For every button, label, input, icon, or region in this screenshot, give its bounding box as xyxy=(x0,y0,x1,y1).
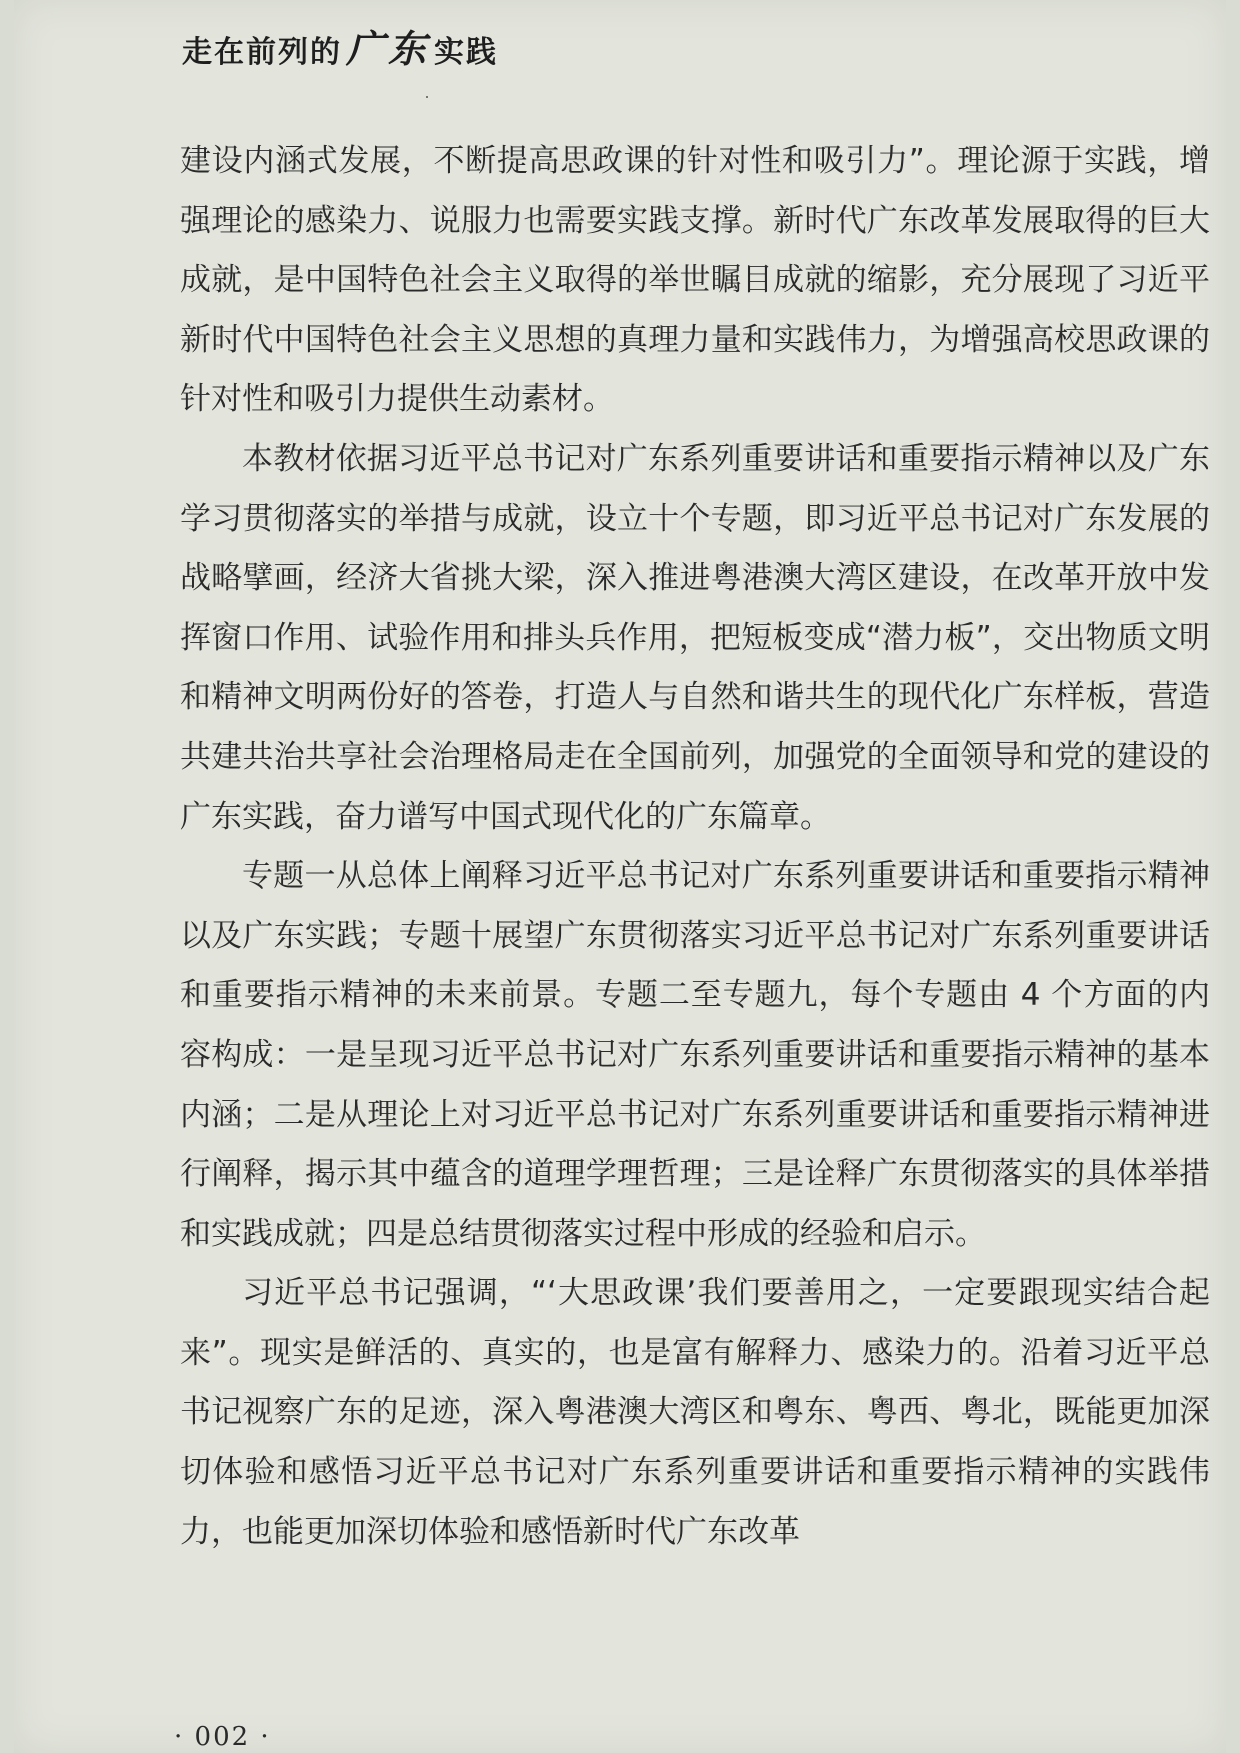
book-page xyxy=(14,0,1226,1753)
print-speck xyxy=(426,96,428,98)
body-text xyxy=(180,132,1210,1562)
paragraph-1: 建设内涵式发展，不断提高思政课的针对性和吸引力”。理论源于实践，增强理论的感染力、说服力也需要实践支撑。新时代广东改革发展取得的巨大成就，是中国特色社会主义取得的举世瞩目成就的缩影，充分展现了习近平新时代中国特色社会主义思想的真理力量和实践伟力，为增强高校思政课的针对性和吸引力提供生动素材。 xyxy=(180,143,1210,418)
page-number: · 002 · xyxy=(174,1722,271,1752)
paragraph-2: 本教材依据习近平总书记对广东系列重要讲话和重要指示精神以及广东学习贯彻落实的举措与成就，设立十个专题，即习近平总书记对广东发展的战略擘画，经济大省挑大梁，深入推进粤港澳大湾区建设，在改革开放中发挥窗口作用、试验作用和排头兵作用，把短板变成“潜力板”，交出物质文明和精神文明两份好的答卷，打造人与自然和谐共生的现代化广东样板，营造共建共治共享社会治理格局走在全国前列，加强党的全面领导和党的建设的广东实践，奋力谱写中国式现代化的广东篇章。 xyxy=(180,440,1210,835)
running-header-prefix: 走在前列的 xyxy=(182,35,342,70)
running-header-suffix: 实践 xyxy=(434,35,499,70)
running-header xyxy=(182,18,498,73)
paragraph-4: 习近平总书记强调，“‘大思政课’我们要善用之，一定要跟现实结合起来”。现实是鲜活的、真实的，也是富有解释力、感染力的。沿着习近平总书记视察广东的足迹，深入粤港澳大湾区和粤东、粤西、粤北，既能更加深切体验和感悟习近平总书记对广东系列重要讲话和重要指示精神的实践伟力，也能更加深切体验和感悟新时代广东改革 xyxy=(180,1275,1210,1550)
paragraph-3: 专题一从总体上阐释习近平总书记对广东系列重要讲话和重要指示精神以及广东实践；专题十展望广东贯彻落实习近平总书记对广东系列重要讲话和重要指示精神的未来前景。专题二至专题九，每个专题由 4 个方面的内容构成：一是呈现习近平总书记对广东系列重要讲话和重要指示精神的基本内涵；二是从理论上对习近平总书记对广东系列重要讲话和重要指示精神进行阐释，揭示其中蕴含的道理学理哲理；三是诠释广东贯彻落实的具体举措和实践成就；四是总结贯彻落实过程中形成的经验和启示。 xyxy=(180,858,1210,1252)
running-header-brand: 广东 xyxy=(346,26,431,71)
